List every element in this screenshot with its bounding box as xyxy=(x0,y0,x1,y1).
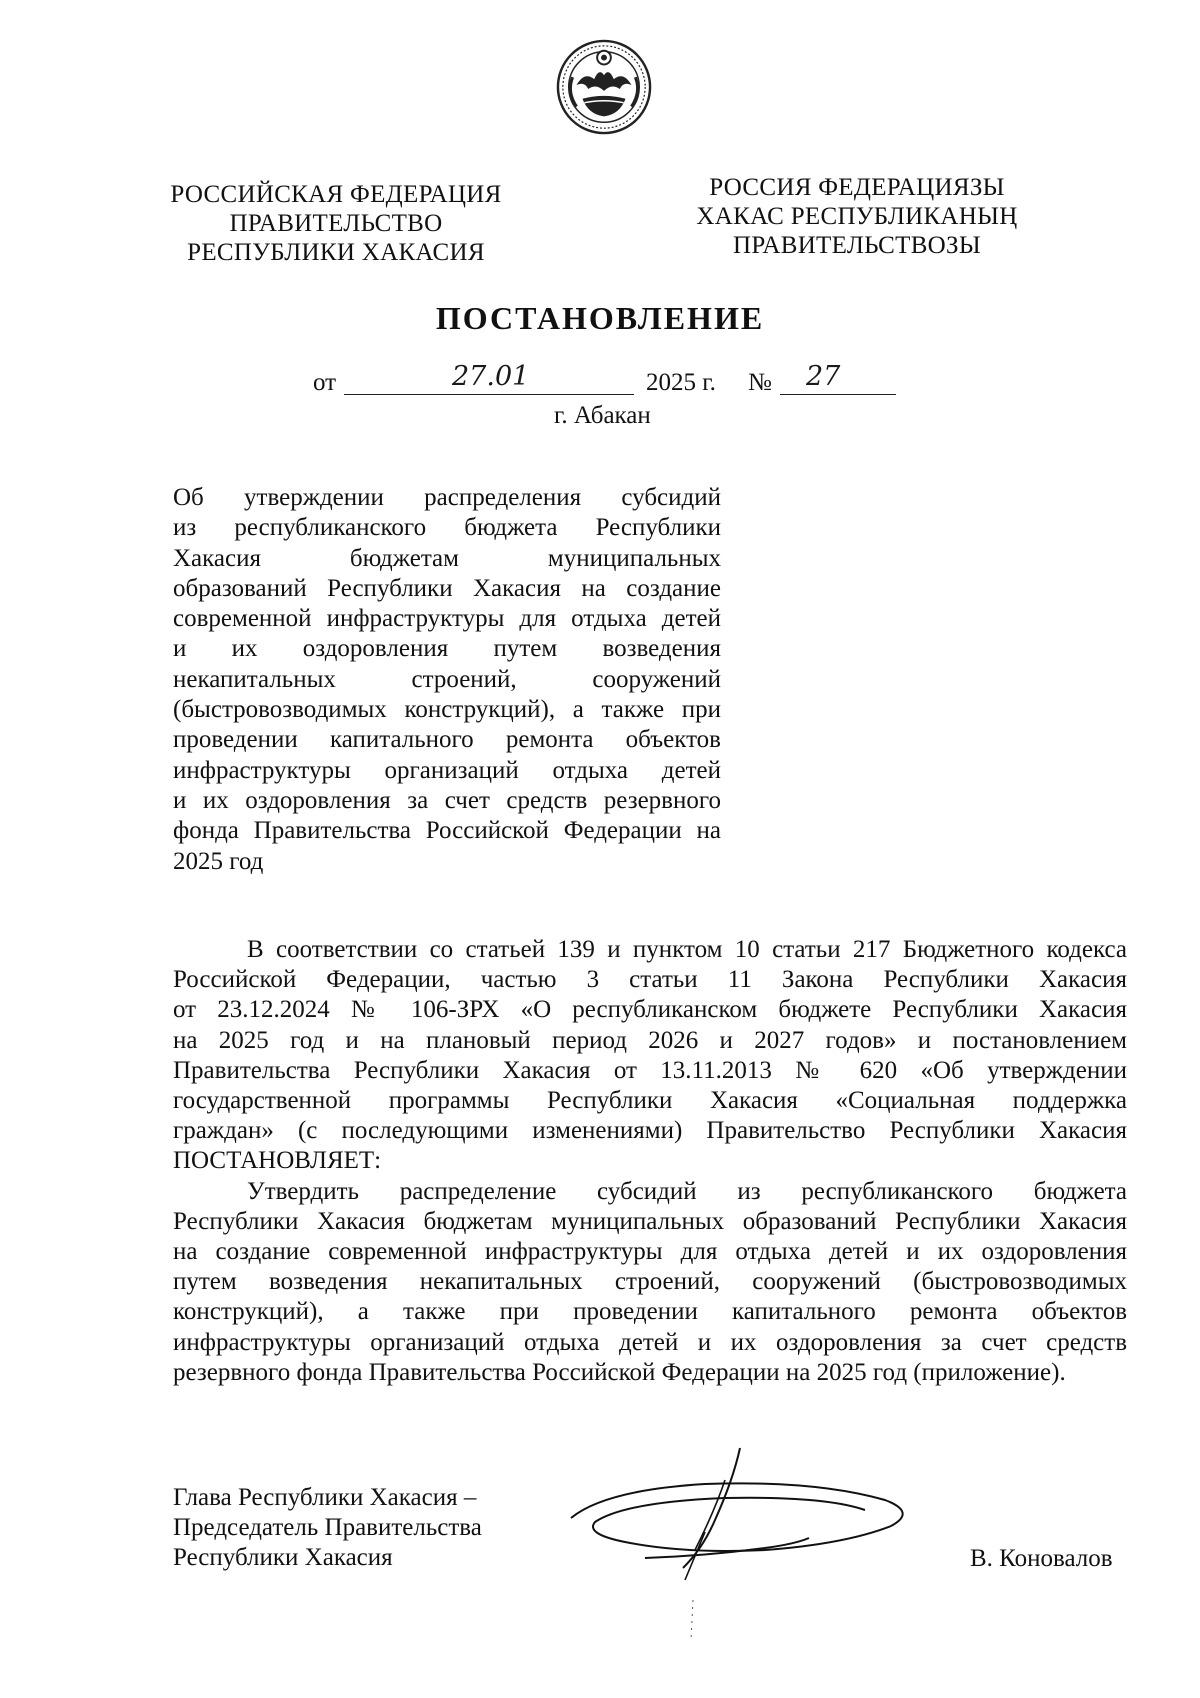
body-line: Российской Федерации, частью 3 статьи 11 Закона Республики Хакасия xyxy=(173,966,1127,994)
subject-line: образований Республики Хакасия на создание xyxy=(173,574,721,602)
number-handwritten: 27 xyxy=(806,361,841,392)
document-subject xyxy=(173,483,721,877)
body-line: инфраструктуры организаций отдыха детей и их оздоровления за счет средств xyxy=(173,1328,1127,1356)
signatory-name: В. Коновалов xyxy=(970,1545,1113,1572)
body-line: на 2025 год и на плановый период 2026 и 2027 годов» и постановлением xyxy=(173,1026,1127,1054)
subject-line: современной инфраструктуры для отдыха детей xyxy=(173,605,721,633)
body-line: Утвердить распределение субсидий из республиканского бюджета xyxy=(247,1177,1127,1205)
subject-line: фонда Правительства Российской Федерации на xyxy=(173,817,721,845)
document-title: ПОСТАНОВЛЕНИЕ xyxy=(435,300,765,336)
date-field xyxy=(344,361,634,395)
city-label: г. Абакан xyxy=(554,402,651,429)
body-line: государственной программы Республики Хакасия «Социальная поддержка xyxy=(173,1087,1127,1115)
subject-line: Хакасия бюджетам муниципальных xyxy=(173,544,721,572)
body-line: конструкций), а также при проведении капитального ремонта объектов xyxy=(173,1298,1127,1326)
body-line: путем возведения некапитальных строений, сооружений (быстровозводимых xyxy=(173,1268,1127,1296)
handwritten-signature xyxy=(565,1440,925,1660)
header-right-line: ПРАВИТЕЛЬСТВОЗЫ xyxy=(733,232,981,259)
subject-line: проведении капитального ремонта объектов xyxy=(173,726,721,754)
document-body xyxy=(173,935,1127,1388)
body-line: резервного фонда Правительства Российской Федерации на 2025 год (приложение). xyxy=(173,1358,1066,1386)
header-right-line: ХАКАС РЕСПУБЛИКАНЫҢ xyxy=(696,203,1018,230)
subject-line: 2025 год xyxy=(173,847,264,875)
signatory-position-line: Глава Республики Хакасия – xyxy=(173,1484,477,1511)
signatory-position-line: Республики Хакасия xyxy=(173,1544,393,1571)
date-prefix: от xyxy=(313,369,337,396)
signatory-position-line: Председатель Правительства xyxy=(173,1514,482,1541)
header-left-line: РОССИЙСКАЯ ФЕДЕРАЦИЯ xyxy=(170,181,502,208)
coat-of-arms-icon xyxy=(555,38,653,136)
header-left-russian xyxy=(168,180,504,267)
date-handwritten: 27.01 xyxy=(452,361,530,392)
body-line: Правительства Республики Хакасия от 13.11.2013 № 620 «Об утверждении xyxy=(173,1056,1127,1084)
subject-line: некапитальных строений, сооружений xyxy=(173,665,721,693)
body-line: ПОСТАНОВЛЯЕТ: xyxy=(173,1147,382,1175)
subject-line: и их оздоровления путем возведения xyxy=(173,635,721,663)
body-line: на создание современной инфраструктуры для отдыха детей и их оздоровления xyxy=(173,1238,1127,1266)
number-sign: № xyxy=(748,369,772,396)
date-number-line xyxy=(0,361,1200,401)
header-right-khakas xyxy=(694,173,1020,260)
subject-line: инфраструктуры организаций отдыха детей xyxy=(173,756,721,784)
header-right-line: РОССИЯ ФЕДЕРАЦИЯЗЫ xyxy=(709,174,1005,201)
signatory-position xyxy=(173,1483,482,1573)
subject-line: Об утверждении распределения субсидий xyxy=(173,484,721,511)
subject-line: (быстровозводимых конструкций), а также при xyxy=(173,696,721,724)
body-line: Республики Хакасия бюджетам муниципальных образований Республики Хакасия xyxy=(173,1207,1127,1235)
header-left-line: РЕСПУБЛИКИ ХАКАСИЯ xyxy=(187,239,485,266)
number-field xyxy=(780,361,896,395)
body-line: В соответствии со статьей 139 и пунктом 10 статьи 217 Бюджетного кодекса xyxy=(247,936,1127,963)
body-line: граждан» (с последующими изменениями) Правительство Республики Хакасия xyxy=(173,1117,1127,1145)
subject-line: из республиканского бюджета Республики xyxy=(173,514,721,542)
header-left-line: ПРАВИТЕЛЬСТВО xyxy=(229,210,443,237)
year-label: 2025 г. xyxy=(646,369,716,396)
body-line: от 23.12.2024 № 106-ЗРХ «О республиканском бюджете Республики Хакасия xyxy=(173,996,1127,1024)
subject-line: и их оздоровления за счет средств резервного xyxy=(173,786,721,814)
